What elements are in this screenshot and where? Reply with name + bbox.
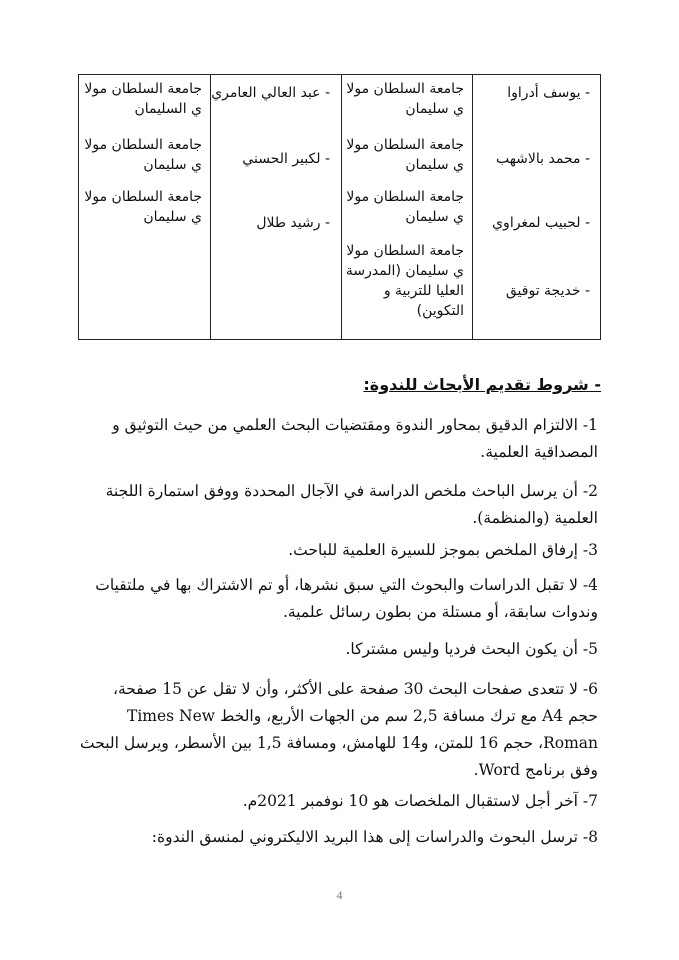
table-cell-name: - لكبير الحسني: [242, 151, 330, 167]
table-cell-affiliation: جامعة السلطان مولا ي سليمان: [84, 189, 202, 225]
table-cell-name: - عبد العالي العامري: [211, 85, 330, 101]
page-number: 4: [336, 888, 343, 902]
table-cell-name: - رشيد طلال: [256, 215, 330, 231]
condition-item: 7- آخر أجل لاستقبال الملخصات هو 10 نوفمبر 2021م.: [242, 792, 598, 810]
condition-item: 4- لا تقبل الدراسات والبحوث التي سبق نشرها، أو تم الاشتراك بها في ملتقيات وندوات سابقة، أو مستلة من بطون رسائل علمية.: [95, 576, 598, 621]
table-divider: [210, 75, 211, 339]
table-cell-name: - يوسف أدراوا: [507, 85, 590, 101]
section-heading: - شروط تقديم الأبحاث للندوة:: [363, 375, 601, 394]
condition-item: 8- ترسل البحوث والدراسات إلى هذا البريد الاليكتروني لمنسق الندوة:: [151, 828, 598, 846]
table-cell-affiliation: جامعة السلطان مولا ي سليمان: [84, 137, 202, 173]
condition-item: 2- أن يرسل الباحث ملخص الدراسة في الآجال المحددة ووفق استمارة اللجنة العلمية (والمنظمة).: [105, 482, 598, 527]
table-cell-name: - محمد بالاشهب: [495, 151, 590, 167]
table-cell-affiliation: جامعة السلطان مولا ي سليمان: [346, 189, 464, 225]
table-cell-name: - لحبيب لمغراوي: [492, 215, 590, 231]
condition-item: 6- لا تتعدى صفحات البحث 30 صفحة على الأكثر، وأن لا تقل عن 15 صفحة، حجم A4 مع ترك مسافة 2,5 سم من الجهات الأربع، والخط Times New Roman، حجم 16 للمتن، و14 للهامش، ومسافة 1,5 بين الأسطر، ويرسل البحث وفق برنامج Word.: [79, 680, 598, 779]
table-cell-affiliation: جامعة السلطان مولا ي السليمان: [84, 81, 202, 117]
table-cell-affiliation: جامعة السلطان مولا ي سليمان (المدرسة العليا للتربية و التكوين): [345, 243, 464, 319]
table-cell-affiliation: جامعة السلطان مولا ي سليمان: [346, 137, 464, 173]
table-cell-name: - خديجة توفيق: [505, 283, 590, 299]
table-cell-affiliation: جامعة السلطان مولا ي سليمان: [346, 81, 464, 117]
table-divider: [472, 75, 473, 339]
condition-item: 3- إرفاق الملخص بموجز للسيرة العلمية للباحث.: [288, 541, 598, 559]
condition-item: 5- أن يكون البحث فرديا وليس مشتركا.: [345, 640, 598, 658]
organizers-table: [78, 74, 601, 340]
condition-item: 1- الالتزام الدقيق بمحاور الندوة ومقتضيات البحث العلمي من حيث التوثيق و المصداقية العلمية.: [112, 416, 598, 461]
